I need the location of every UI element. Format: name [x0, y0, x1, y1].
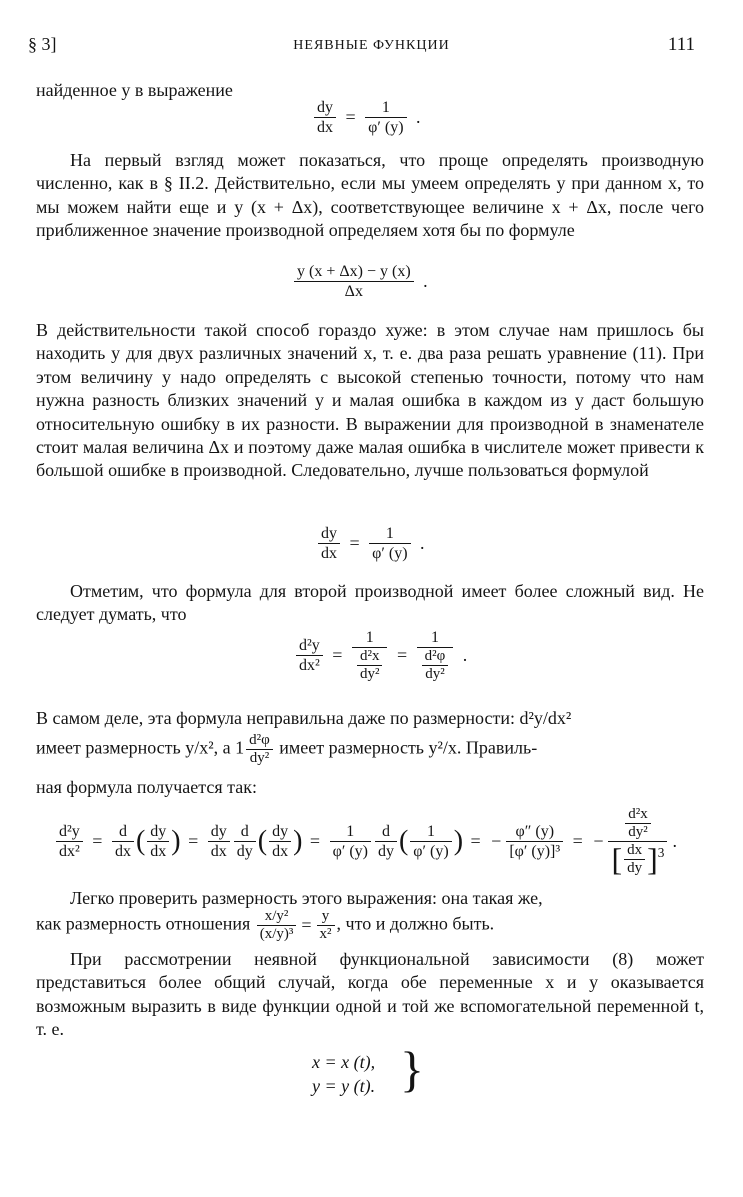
formula-difference-quotient	[292, 262, 431, 301]
open-paren: (	[257, 825, 268, 857]
paragraph-3: Отметим, что формула для второй производной имеет более сложный вид. Не следует думать, что	[36, 581, 704, 625]
fraction-num: dy	[314, 98, 336, 118]
fraction-num: d²φ	[422, 648, 449, 666]
fraction-den: φ′ (y)	[413, 843, 449, 860]
paragraph-6: При рассмотрении неявной функциональной зависимости (8) может представиться более общий случай, когда обе переменные x и y оказывается возможным выразить в виде функции одной и той же вспомогательной переменной t, т. е.	[36, 949, 704, 1040]
paragraph-2: В действительности такой способ гораздо хуже: в этом случае нам пришлось бы находить y для двух различных значений x, т. е. два раза решать уравнение (11). При этом величину y надо определять с высокой степенью точности, потому что нам нужна разность близких значений y и малая ошибка в каждом из y даст большую относительную ошибку в их разности. В выражении для производной в знаменателе стоит малая величина Δx и поэтому даже малая ошибка в числителе может привести к большой ошибке в производной. Следовательно, лучше пользоваться формулой	[36, 320, 704, 481]
right-brace: }	[400, 1041, 424, 1097]
fraction-den: dy²	[425, 666, 445, 682]
fraction-den: φ′ (y)	[368, 119, 404, 136]
period: .	[416, 107, 421, 127]
fraction-num: dy	[269, 822, 291, 842]
equals: =	[572, 831, 583, 851]
text-right: имеет размерность y²/x. Правиль-	[279, 737, 538, 758]
fraction-den: dx	[272, 843, 289, 860]
paragraph-5-line-2	[36, 908, 494, 943]
minus: −	[491, 831, 502, 851]
close-bracket: ]	[647, 841, 658, 877]
inline-fraction	[257, 908, 297, 943]
period: .	[420, 533, 425, 553]
fraction-num: 1	[369, 524, 410, 544]
system-line-y: y = y (t).	[312, 1076, 376, 1096]
formula-dy-dx-1	[312, 98, 424, 137]
fraction-num: d²x	[357, 648, 383, 666]
fraction-den: φ′ (y)	[332, 843, 368, 860]
close-paren: )	[171, 825, 181, 857]
text-left: имеет размерность y/x², а 1	[36, 737, 245, 758]
system-line-x: x = x (t),	[312, 1052, 376, 1072]
open-bracket: [	[611, 841, 623, 877]
fraction-den: dy²	[628, 824, 648, 840]
parametric-system	[312, 1050, 375, 1098]
fraction-num: dx	[624, 842, 645, 860]
fraction-den: x²	[319, 926, 332, 942]
fraction-den: dy	[236, 843, 253, 860]
paragraph-4-line-1: В самом деле, эта формула неправильна даже по размерности: d²y/dx²	[36, 708, 572, 728]
fraction-num: 1	[410, 822, 451, 842]
formula-dy-dx-2	[316, 524, 428, 563]
equals: =	[309, 831, 321, 851]
fraction-num: y (x + Δx) − y (x)	[294, 262, 414, 282]
fraction-num: dy	[318, 524, 340, 544]
exponent: 3	[657, 844, 665, 860]
fraction-num: y	[317, 908, 335, 926]
open-paren: (	[398, 825, 409, 857]
fraction-num: 1	[352, 628, 388, 648]
equals: =	[332, 645, 343, 665]
equals: =	[301, 915, 312, 935]
close-paren: )	[453, 825, 464, 857]
equals: =	[188, 831, 199, 851]
page-number: 111	[667, 34, 695, 55]
fraction-den: dx	[321, 545, 337, 562]
running-title: НЕЯВНЫЕ ФУНКЦИИ	[293, 38, 450, 53]
fraction-num: d²φ	[246, 732, 273, 750]
fraction-num: d	[112, 822, 134, 842]
minus: −	[593, 831, 604, 851]
fraction-den: dx	[210, 843, 227, 860]
fraction-num: 1	[365, 98, 406, 118]
fraction-num: dy	[208, 822, 230, 842]
text-left: как размерность отношения	[36, 913, 251, 934]
fraction-den: dx	[150, 843, 167, 860]
fraction-num: 1	[417, 628, 454, 648]
fraction-den: [φ′ (y)]³	[509, 843, 561, 860]
equals: =	[349, 533, 360, 553]
fraction-num: d	[375, 822, 397, 842]
paragraph-4-line-2	[36, 732, 704, 767]
fraction-den: dy²	[359, 666, 380, 682]
equals: =	[92, 831, 103, 851]
fraction-den: dy²	[249, 750, 270, 766]
fraction-den: dy	[377, 843, 394, 860]
period: .	[672, 831, 677, 851]
intro-line: найденное y в выражение	[36, 80, 233, 100]
fraction-num: d²y	[296, 636, 323, 656]
fraction-den: (x/y)³	[259, 926, 294, 942]
open-paren: (	[135, 825, 146, 857]
close-paren: )	[293, 825, 303, 857]
fraction-num: 1	[330, 822, 371, 842]
paragraph-5-line-1: Легко проверить размерность этого выражения: она такая же,	[70, 888, 543, 908]
fraction-den: dy	[627, 860, 643, 876]
fraction-den	[608, 842, 667, 877]
fraction-num: φ″ (y)	[506, 822, 563, 842]
equals: =	[345, 107, 356, 127]
fraction-den	[417, 648, 454, 683]
formula-second-derivative	[54, 806, 680, 877]
fraction-den: dx	[114, 843, 131, 860]
fraction-den: dx²	[299, 657, 320, 674]
fraction-den: dx²	[59, 843, 80, 860]
fraction-num: d²y	[56, 822, 83, 842]
paragraph-4-line-3: ная формула получается так:	[36, 777, 257, 797]
paragraph-1: На первый взгляд может показаться, что проще определять производную численно, как в § II.2. Действительно, если мы умеем определять y при данном x, то мы можем найти еще и y (x + Δx), соответствующее величине x + Δx, после чего приближенное значение производной определяем хотя бы по формуле	[36, 150, 704, 241]
section-ref: § 3]	[28, 34, 57, 54]
fraction-num	[608, 806, 667, 842]
inline-fraction	[317, 908, 335, 943]
period: .	[423, 271, 428, 291]
equals: =	[396, 645, 408, 665]
fraction-den: dx	[317, 119, 333, 136]
equals: =	[470, 831, 481, 851]
fraction-num: d	[234, 822, 256, 842]
fraction-num: d²x	[625, 806, 651, 824]
fraction-num: x/y²	[257, 908, 297, 926]
fraction-den	[352, 648, 388, 683]
fraction-num: dy	[147, 822, 169, 842]
inline-fraction	[246, 732, 273, 767]
fraction-den: Δx	[344, 283, 363, 300]
fraction-den: φ′ (y)	[372, 545, 408, 562]
text-right: , что и должно быть.	[336, 913, 495, 934]
period: .	[462, 645, 468, 665]
formula-wrong-second-derivative	[294, 628, 470, 683]
